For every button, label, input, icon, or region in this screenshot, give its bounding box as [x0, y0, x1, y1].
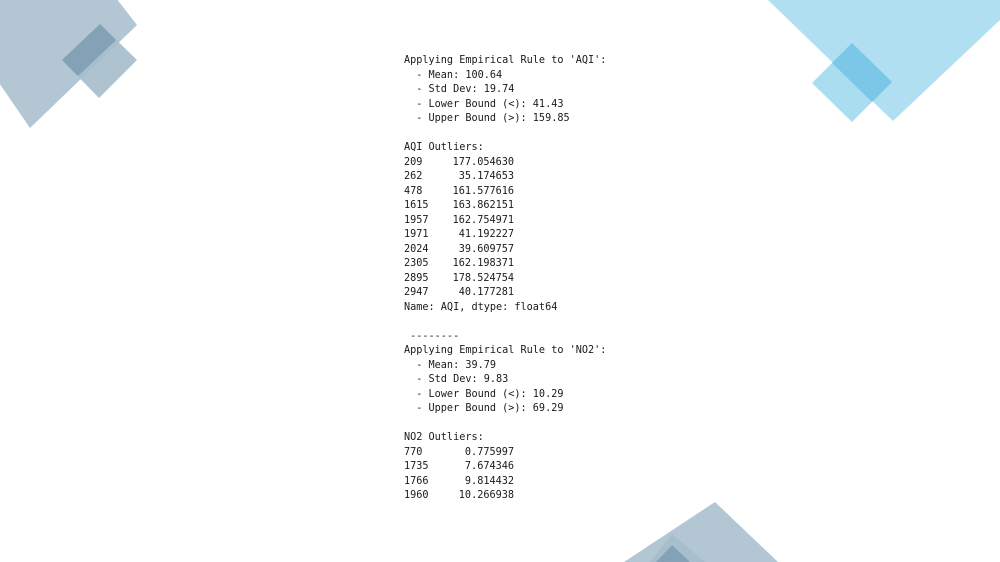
no2-upper-bound: - Upper Bound (>): 69.29	[404, 403, 564, 414]
aqi-outlier-row	[404, 272, 664, 287]
aqi-std-dev: - Std Dev: 19.74	[404, 84, 515, 95]
aqi-outlier-row	[404, 170, 664, 185]
row-value: 39.609757	[458, 243, 514, 255]
row-index: 2024	[404, 243, 429, 255]
row-value: 7.674346	[464, 461, 514, 472]
aqi-upper-bound: - Upper Bound (>): 159.85	[404, 113, 570, 124]
aqi-mean: - Mean: 100.64	[404, 69, 503, 81]
no2-std-dev: - Std Dev: 9.83	[404, 374, 509, 385]
row-index: 2895	[404, 272, 429, 284]
aqi-outlier-row	[404, 214, 664, 229]
row-index: 1766	[404, 475, 429, 487]
blank-line	[404, 315, 664, 330]
row-value: 0.775997	[464, 446, 514, 458]
row-value: 163.862151	[452, 200, 514, 211]
row-index: 2305	[404, 258, 429, 269]
row-index: 1960	[404, 490, 429, 501]
aqi-rule-header: Applying Empirical Rule to 'AQI':	[404, 55, 607, 66]
row-value: 162.754971	[452, 214, 514, 226]
deco-diamond-top-left-large	[0, 0, 137, 128]
separator: --------	[404, 330, 460, 342]
row-index: 209	[404, 156, 423, 168]
row-index: 1957	[404, 214, 429, 226]
deco-diamond-top-right-large	[768, 0, 1000, 121]
row-value: 161.577616	[452, 185, 514, 197]
aqi-outlier-row	[404, 243, 664, 258]
row-index: 2947	[404, 287, 429, 298]
row-value: 41.192227	[458, 229, 514, 240]
no2-mean: - Mean: 39.79	[404, 359, 497, 371]
deco-diamond-bottom-large	[624, 502, 778, 562]
aqi-outliers-title: AQI Outliers:	[404, 142, 484, 153]
no2-outlier-row	[404, 475, 664, 490]
no2-outlier-row	[404, 446, 664, 461]
no2-outlier-row	[404, 460, 664, 475]
row-index: 770	[404, 446, 423, 458]
aqi-outlier-row	[404, 199, 664, 214]
row-index: 1735	[404, 461, 429, 472]
deco-diamond-top-left-small	[62, 24, 137, 98]
aqi-lower-bound: - Lower Bound (<): 41.43	[404, 98, 564, 110]
row-value: 40.177281	[458, 287, 514, 298]
row-value: 35.174653	[458, 171, 514, 182]
blank-line	[404, 127, 664, 142]
row-value: 162.198371	[452, 258, 514, 269]
row-value: 10.266938	[458, 490, 514, 501]
console-output	[404, 54, 664, 510]
aqi-outlier-row	[404, 185, 664, 200]
row-index: 1971	[404, 229, 429, 240]
deco-diamond-bottom-small	[650, 534, 705, 562]
row-index: 1615	[404, 200, 429, 211]
deco-diamond-top-right-overlap	[832, 43, 892, 102]
row-index: 478	[404, 185, 423, 197]
row-value: 9.814432	[464, 475, 514, 487]
aqi-outlier-row	[404, 257, 664, 272]
aqi-outlier-row	[404, 156, 664, 171]
aqi-series-footer: Name: AQI, dtype: float64	[404, 301, 558, 313]
deco-diamond-bottom-overlap	[656, 545, 690, 562]
no2-outliers-title: NO2 Outliers:	[404, 432, 484, 443]
no2-lower-bound: - Lower Bound (<): 10.29	[404, 388, 564, 400]
row-index: 262	[404, 171, 423, 182]
no2-rule-header: Applying Empirical Rule to 'NO2':	[404, 345, 607, 356]
row-value: 178.524754	[452, 272, 514, 284]
row-value: 177.054630	[452, 156, 514, 168]
deco-diamond-top-right-small	[812, 43, 892, 122]
blank-line	[404, 417, 664, 432]
aqi-outlier-row	[404, 228, 664, 243]
deco-diamond-top-left-overlap	[62, 24, 116, 76]
aqi-outlier-row	[404, 286, 664, 301]
no2-outlier-row	[404, 489, 664, 504]
